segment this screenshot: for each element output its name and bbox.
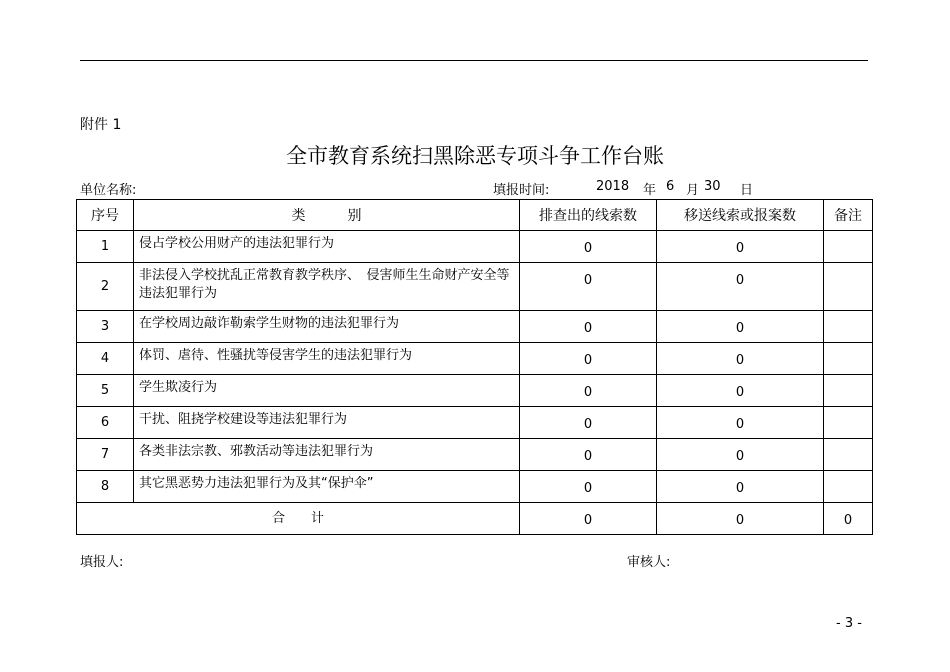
total-clues: 0	[520, 503, 657, 535]
row-clues: 0	[520, 375, 657, 407]
row-clues: 0	[520, 407, 657, 439]
row-clues: 0	[520, 343, 657, 375]
row-remarks	[824, 375, 873, 407]
attachment-label: 附件 1	[80, 117, 122, 133]
row-no: 1	[77, 231, 134, 263]
date-year: 2018	[596, 179, 630, 194]
document-title: 全市教育系统扫黑除恶专项斗争工作台账	[286, 144, 664, 168]
row-remarks	[824, 439, 873, 471]
row-category: 各类非法宗教、邪教活动等违法犯罪行为	[134, 439, 520, 471]
table-row	[77, 311, 873, 343]
row-category: 侵占学校公用财产的违法犯罪行为	[134, 231, 520, 263]
table-row	[77, 375, 873, 407]
total-transferred: 0	[657, 503, 824, 535]
table-row	[77, 343, 873, 375]
row-transferred: 0	[657, 311, 824, 343]
row-no: 5	[77, 375, 134, 407]
date-month-unit: 月	[686, 183, 700, 198]
row-no: 7	[77, 439, 134, 471]
row-transferred: 0	[657, 439, 824, 471]
date-day: 30	[704, 179, 721, 194]
row-remarks	[824, 407, 873, 439]
row-transferred: 0	[657, 375, 824, 407]
row-transferred: 0	[657, 343, 824, 375]
row-category: 非法侵入学校扰乱正常教育教学秩序、 侵害师生生命财产安全等违法犯罪行为	[134, 263, 520, 311]
table-row	[77, 407, 873, 439]
row-no: 3	[77, 311, 134, 343]
row-remarks	[824, 231, 873, 263]
row-transferred: 0	[657, 471, 824, 503]
row-remarks	[824, 343, 873, 375]
row-no: 2	[77, 263, 134, 311]
table-row	[77, 439, 873, 471]
reviewer-label: 审核人:	[627, 555, 671, 570]
row-category: 体罚、虐待、性骚扰等侵害学生的违法犯罪行为	[134, 343, 520, 375]
row-category: 其它黑恶势力违法犯罪行为及其“保护伞”	[134, 471, 520, 503]
total-label: 合 计	[77, 503, 520, 535]
unit-name-label: 单位名称:	[80, 183, 137, 198]
table-row	[77, 471, 873, 503]
row-transferred: 0	[657, 263, 824, 311]
date-label: 填报时间:	[493, 183, 550, 198]
row-no: 6	[77, 407, 134, 439]
header-transferred: 移送线索或报案数	[657, 200, 824, 231]
row-category: 干扰、阻挠学校建设等违法犯罪行为	[134, 407, 520, 439]
date-day-unit: 日	[740, 183, 754, 198]
ledger-table	[76, 199, 873, 535]
row-transferred: 0	[657, 231, 824, 263]
header-no: 序号	[77, 200, 134, 231]
row-no: 4	[77, 343, 134, 375]
date-year-unit: 年	[643, 183, 657, 198]
row-clues: 0	[520, 311, 657, 343]
table-row	[77, 231, 873, 263]
row-category: 学生欺凌行为	[134, 375, 520, 407]
header-category: 类 别	[134, 200, 520, 231]
row-clues: 0	[520, 439, 657, 471]
total-remarks: 0	[824, 503, 873, 535]
row-remarks	[824, 471, 873, 503]
header-clues: 排查出的线索数	[520, 200, 657, 231]
total-row	[77, 503, 873, 535]
header-rule	[80, 60, 868, 61]
row-remarks	[824, 311, 873, 343]
row-clues: 0	[520, 263, 657, 311]
row-clues: 0	[520, 231, 657, 263]
row-category: 在学校周边敲诈勒索学生财物的违法犯罪行为	[134, 311, 520, 343]
date-month: 6	[666, 179, 675, 194]
filler-label: 填报人:	[80, 555, 124, 570]
table-header-row	[77, 200, 873, 231]
row-clues: 0	[520, 471, 657, 503]
row-no: 8	[77, 471, 134, 503]
table-row	[77, 263, 873, 311]
header-remarks: 备注	[824, 200, 873, 231]
row-remarks	[824, 263, 873, 311]
row-transferred: 0	[657, 407, 824, 439]
page-number: - 3 -	[836, 616, 862, 631]
